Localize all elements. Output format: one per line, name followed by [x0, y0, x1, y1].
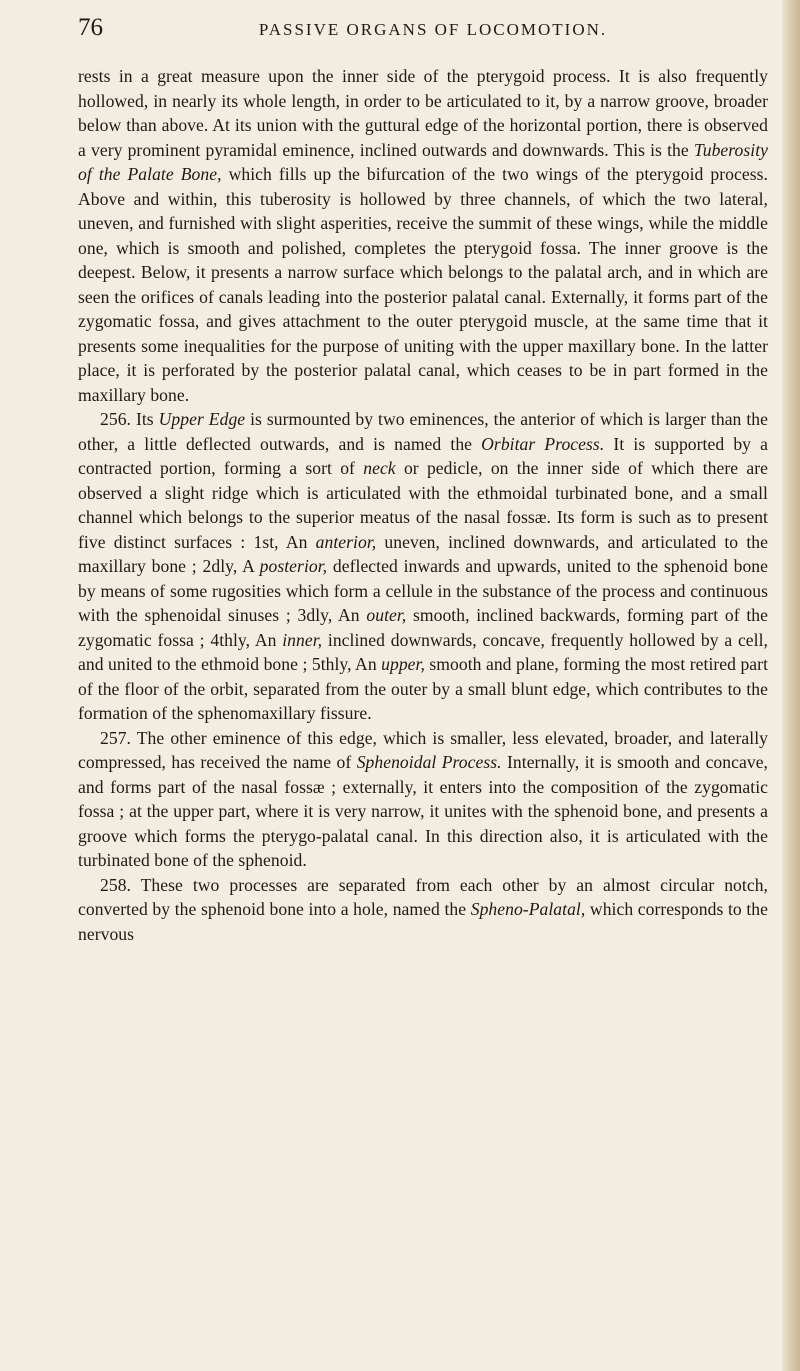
text-run: Its: [131, 409, 159, 429]
italic-term: anterior,: [315, 531, 377, 552]
text-run: is surmounted by two eminences, the anterior of which is larger than the other, a little deflected outwards, and is named the: [78, 409, 768, 454]
paragraph-number: 258.: [100, 874, 131, 895]
page-header: [78, 14, 768, 52]
italic-term: neck: [363, 458, 396, 478]
page-edge-shadow: [782, 0, 800, 1371]
paragraph-258: [78, 873, 768, 947]
text-run: deflected inwards and upwards, united to the sphenoid bone by means of some rugosities which form a cellule in the substance of the process and continuous with the sphenoidal sinuses ; 3dly, An: [78, 556, 768, 625]
text-run: inclined downwards, concave, frequently hollowed by a cell, and united to the ethmoid bone ; 5thly, An: [78, 629, 768, 674]
italic-term: posterior,: [259, 556, 328, 576]
running-title: PASSIVE ORGANS OF LOCOMOTION.: [258, 20, 608, 39]
text-run: smooth and plane, forming the most retired part of the floor of the orbit, separated from the outer by a small blunt edge, which contributes to the formation of the sphenomaxillary fissure.: [78, 654, 769, 723]
italic-term: Spheno-Palatal,: [470, 899, 586, 919]
paragraph-257: [78, 726, 768, 873]
paragraph-number: 257.: [100, 727, 131, 748]
paragraph-number: 256.: [100, 409, 131, 429]
text-run: or pedicle, on the inner side of which there are observed a slight ridge which is articulated with the ethmoidal turbinated bone, and a small channel which belongs to the superior meatus of the nasal fossæ. Its form is such as to present five distinct surfaces : 1st, An: [78, 458, 769, 552]
italic-term: inner,: [282, 629, 323, 650]
text-run: which fills up the bifurcation of the two wings of the pterygoid process. Above and within, this tuberosity is hollowed by three channels, of which the two lateral, uneven, and furnished with slight asperities, receive the summit of these wings, while the middle one, which is smooth and polished, completes the pterygoid fossa. The inner groove is the deepest. Below, it presents a narrow surface which belongs to the palatal arch, and in which are seen the orifices of canals leading into the posterior palatal canal. Externally, it forms part of the zygomatic fossa, and gives attachment to the outer pterygoid muscle, at the same time that it presents some inequalities for the purpose of uniting with the upper maxillary bone. In the latter place, it is perforated by the posterior palatal canal, which ceases to be in part formed in the maxillary bone.: [78, 164, 768, 405]
italic-term: Tuberosity of the Palate Bone,: [78, 139, 768, 184]
book-page: [78, 14, 768, 946]
text-run: smooth, inclined backwards, forming part of the zygomatic fossa ; 4thly, An: [78, 605, 768, 650]
text-run: It is supported by a contracted portion, forming a sort of: [78, 433, 769, 478]
paragraph-continuation: [78, 64, 768, 407]
text-run: Internally, it is smooth and concave, and forms part of the nasal fossæ ; externally, it enters into the composition of the zygomatic fossa ; at the upper part, where it is very narrow, it unites with the sphenoid bone, and presents a groove which forms the pterygo-palatal canal. In this direction also, it is articulated with the turbinated bone of the sphenoid.: [78, 752, 768, 870]
text-run: which corresponds to the nervous: [78, 899, 768, 944]
italic-term: outer,: [366, 605, 407, 625]
text-run: uneven, inclined downwards, and articulated to the maxillary bone ; 2dly, A: [78, 531, 768, 576]
italic-term: Sphenoidal Process.: [356, 752, 502, 772]
paragraph-256: [78, 407, 768, 726]
text-run: rests in a great measure upon the inner side of the pterygoid process. It is also frequently hollowed, in nearly its whole length, in order to be articulated to it, by a narrow groove, broader below than above. At its union with the guttural edge of the horizontal portion, there is observed a very prominent pyramidal eminence, inclined outwards and downwards. This is the: [78, 66, 768, 160]
page-number: 76: [78, 14, 103, 41]
italic-term: upper,: [381, 654, 425, 674]
text-run: These two processes are separated from each other by an almost circular notch, converted by the sphenoid bone into a hole, named the: [78, 874, 768, 919]
italic-term: Orbitar Process.: [481, 433, 605, 454]
body-text: [78, 64, 768, 946]
text-run: The other eminence of this edge, which is smaller, less elevated, broader, and laterally compressed, has received the name of: [78, 727, 768, 772]
italic-term: Upper Edge: [158, 409, 246, 429]
